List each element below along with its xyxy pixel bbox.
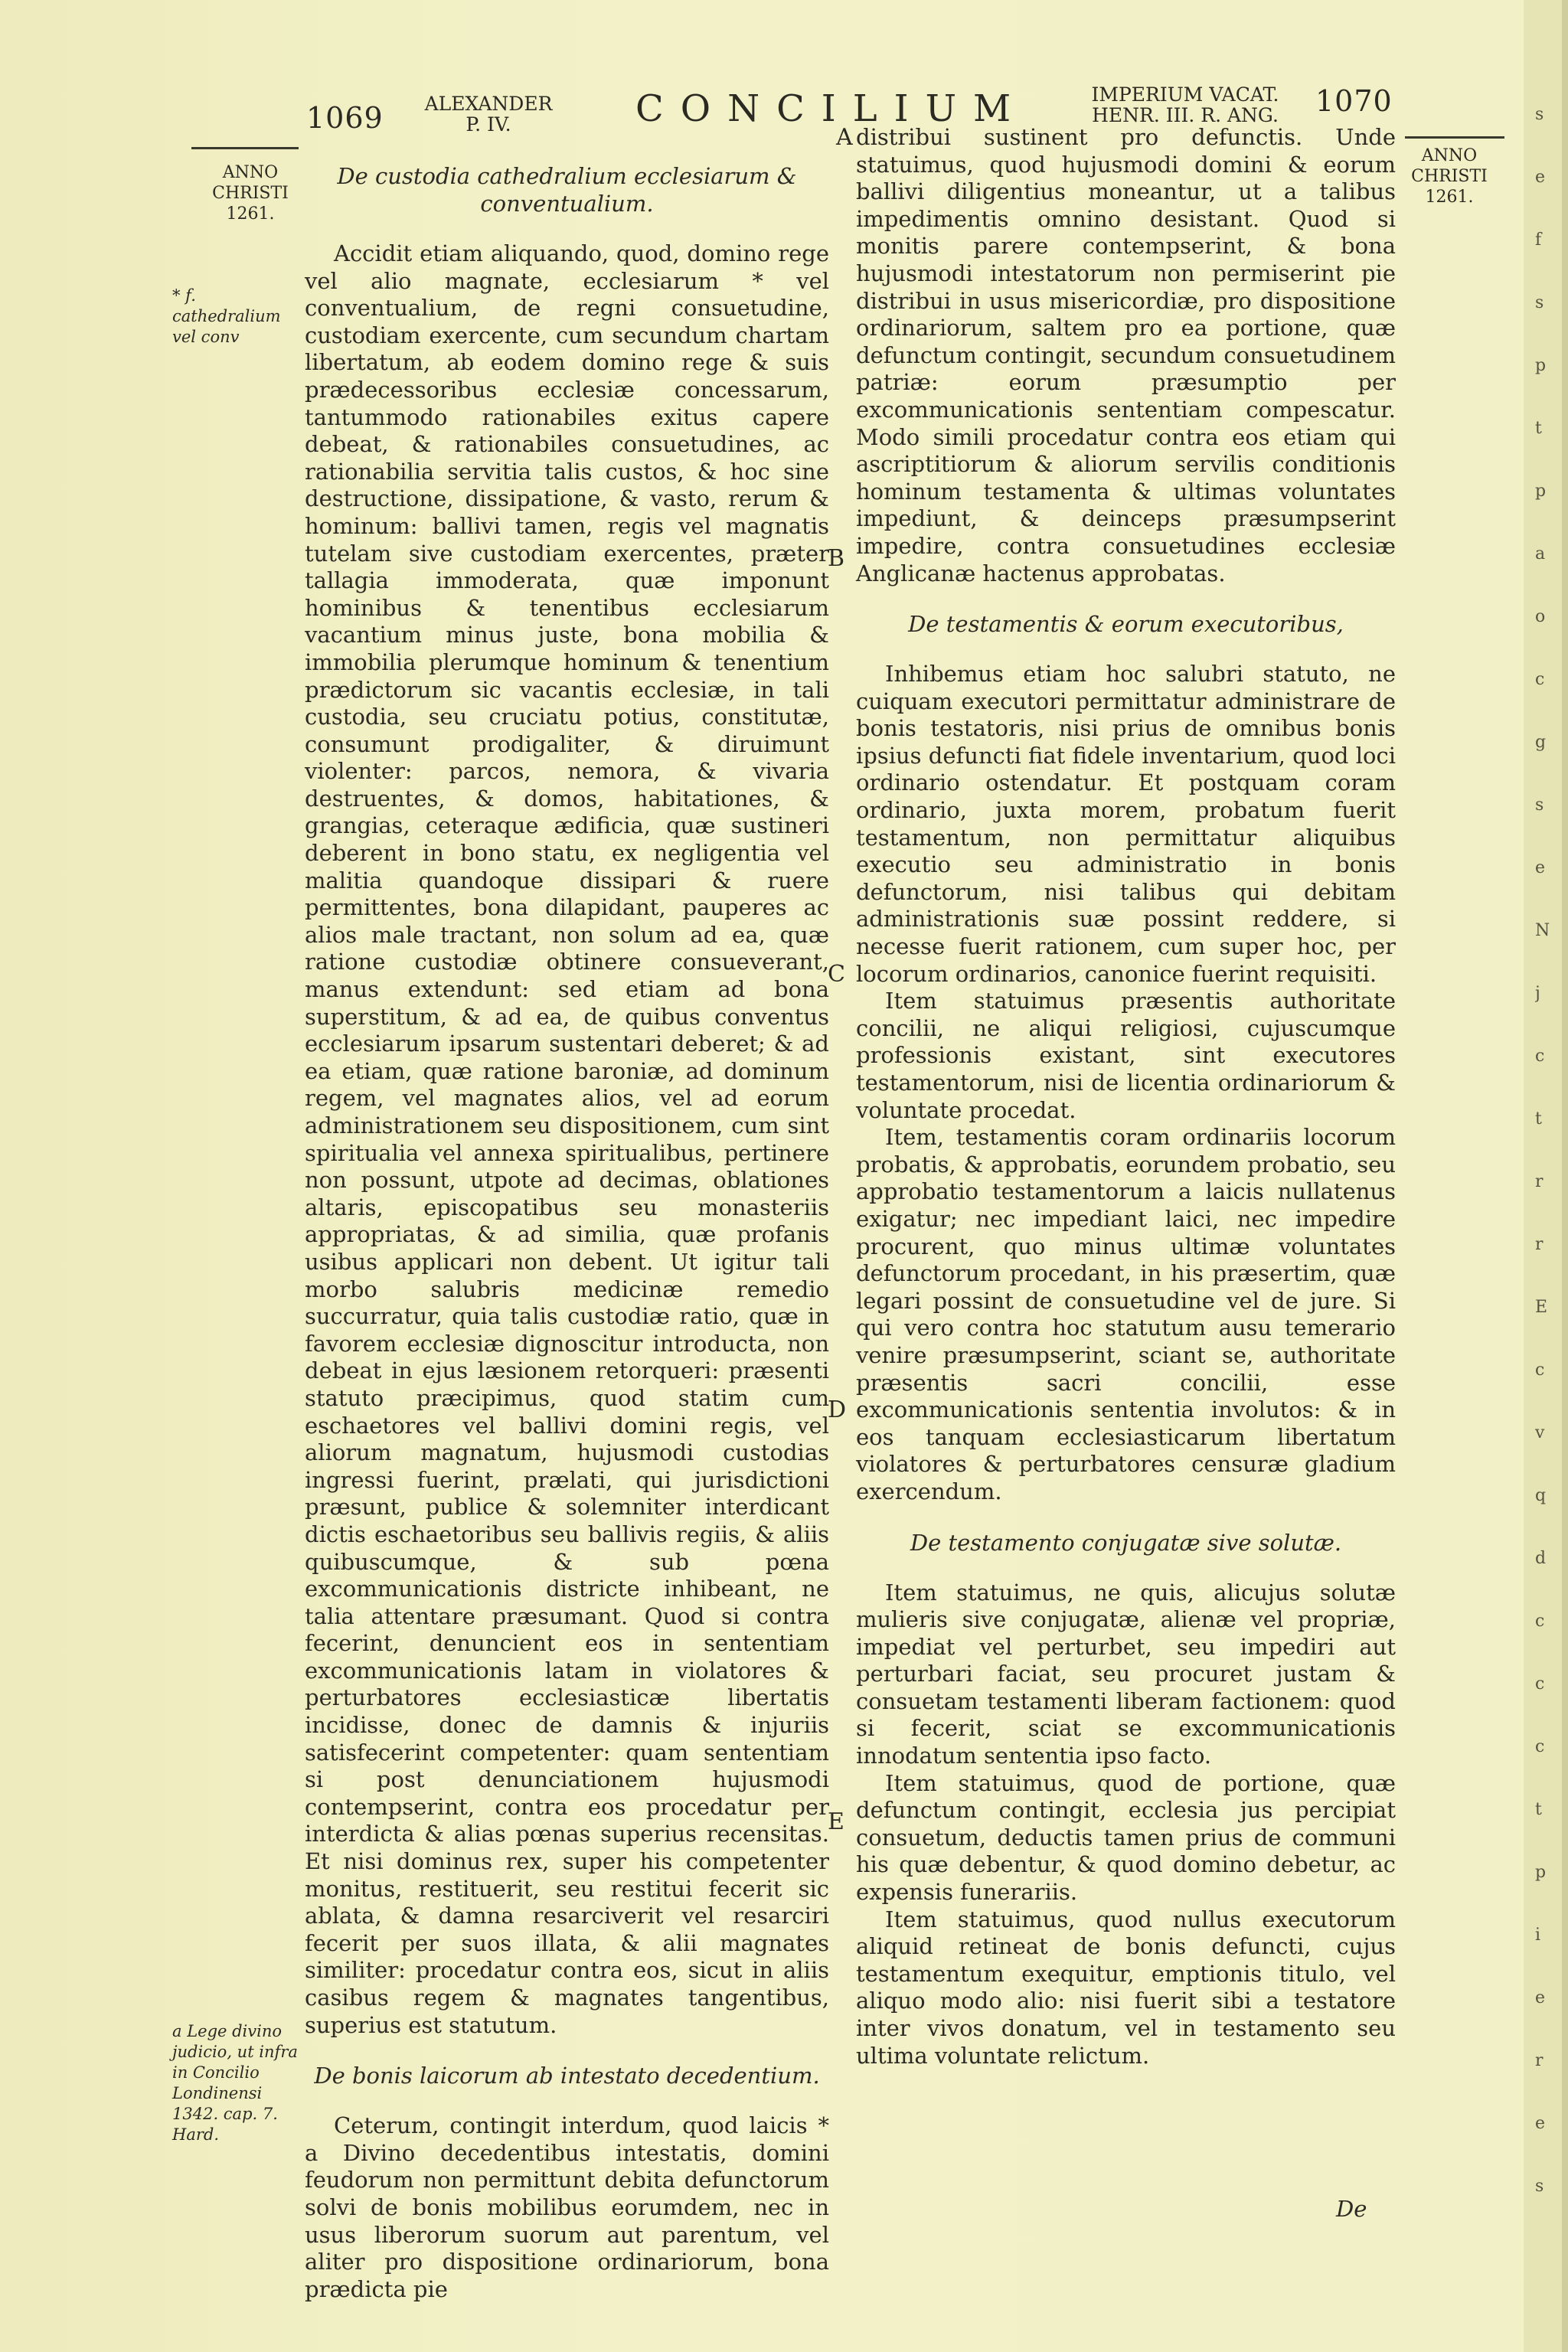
bleed-letter: t (1535, 1800, 1542, 1819)
year-label: 1261. (226, 204, 275, 224)
paragraph: Item statuimus, ne quis, alicujus solutæ mulieris sive conjugatæ, alienæ vel propriæ, impediat vel perturbet, seu impediri aut perturbari faciat, seu procuret justam & consuetam testamenti liberam factionem: quod si fecerit, sciat se excommunicationis innodatum sententia ipso facto. (856, 1579, 1396, 1769)
bleed-letter: d (1535, 1549, 1547, 1568)
marginal-note-lege: a Lege divino judicio, ut infra in Concilio Londinensi 1342. cap. 7. Hard. (172, 2022, 298, 2144)
bleed-letter: o (1535, 607, 1546, 626)
bleed-letter: r (1535, 1235, 1544, 1254)
bleed-letter: f (1535, 230, 1542, 250)
bleed-letter: c (1535, 1047, 1545, 1066)
margin-rule-left (191, 147, 299, 149)
running-head-right-line1: IMPERIUM VACAT. (1091, 83, 1279, 106)
paragraph: Item statuimus præsentis authoritate concilii, ne aliqui religiosi, cujuscumque professionis existant, sint executores testamentorum, nisi de licentia ordinariorum & voluntate procedat. (856, 988, 1396, 1123)
running-head-right-line2: HENR. III. R. ANG. (1092, 104, 1279, 126)
running-title: CONCILIUM (635, 87, 1028, 130)
paragraph: Ceterum, contingit interdum, quod laicis * a Divino decedentibus intestatis, domini feudorum non permittunt debita defunctorum solvi de bonis mobilibus eorumdem, nec in usus liberorum suorum aut parentum, vel aliter pro dispositione ordinariorum, bona prædicta pie (305, 2112, 829, 2302)
section-heading: De custodia cathedralium ecclesiarum & conventualium. (337, 163, 797, 217)
bleed-letter: p (1535, 1863, 1547, 1882)
bleed-letter: v (1535, 1423, 1545, 1442)
bleed-letter: s (1535, 105, 1544, 124)
section-letter-c: C (828, 961, 845, 988)
bleed-letter: s (1535, 293, 1544, 312)
section-heading: De bonis laicorum ab intestato decedentium. (314, 2063, 820, 2089)
anno-christi-left (201, 162, 300, 224)
bleed-letter: s (1535, 2177, 1544, 2196)
bleed-letter: c (1535, 1361, 1545, 1380)
bleed-through-letters (1535, 0, 1562, 2352)
bleed-letter: j (1535, 984, 1540, 1003)
bleed-letter: c (1535, 1674, 1545, 1694)
left-column (305, 162, 829, 2303)
paragraph: distribui sustinent pro defunctis. Unde statuimus, quod hujusmodi domini & eorum ballivi diligentius moneantur, ut a talibus impedimentis omnino desistant. Quod si monitis parere contempserint, & bona hujusmodi intestatorum non permiserint pie distribui in usus misericordiæ, pro dispositione ordinariorum, saltem pro ea portione, quæ defunctum contingit, secundum consuetudinem patriæ: eorum præsumptio per excommunicationis sententiam compescatur. Modo simili procedatur contra eos etiam qui ascriptitiorum & aliorum servilis conditionis hominum testamenta & ultimas voluntates impediunt, & deinceps præsumpserint impedire, contra consuetudines ecclesiæ Anglicanæ hactenus approbatas. (856, 124, 1396, 586)
running-head-left-line2: P. IV. (466, 113, 511, 136)
paragraph: Inhibemus etiam hoc salubri statuto, ne cuiquam executori permittatur administrare de bonis testatoris, nisi prius de omnibus bonis ipsius defuncti fiat fidele inventarium, quod loci ordinario ostendatur. Et postquam coram ordinario, juxta morem, probatum fuerit testamentum, non permittatur aliquibus executio seu administratio in bonis defunctorum, nisi talibus qui debitam administrationis suæ possint reddere, si necesse fuerit rationem, cum super hoc, per locorum ordinarios, canonice fuerint requisiti. (856, 661, 1396, 987)
binding-edge (1562, 0, 1568, 2352)
section-letter-a: A (836, 124, 853, 151)
catchword: De (1336, 2196, 1367, 2222)
bleed-letter: q (1535, 1486, 1547, 1505)
section-heading: De testamentis & eorum executoribus, (908, 611, 1344, 638)
anno-christi-right (1400, 145, 1499, 207)
section-heading: De testamento conjugatæ sive solutæ. (910, 1529, 1342, 1556)
christi-label: CHRISTI (212, 184, 289, 203)
bleed-letter: N (1535, 921, 1550, 940)
paragraph: Item, testamentis coram ordinariis locorum probatis, & approbatis, eorundem probatio, seu approbatio testamentorum a laicis nullatenus exigatur; nec impediant laici, nec impedire procurent, quo minus ultimæ voluntates defunctorum procedant, in his præsertim, quæ legari possint de consuetudine vel de jure. Si qui vero contra hoc statutum ausu temerario venire præsumpserint, sciant se, authoritate præsentis sacri concilii, esse excommunicationis sententia involutos: & in eos tanquam ecclesiasticarum libertatum violatores & perturbatores censuræ gladium exercendum. (856, 1124, 1396, 1504)
bleed-letter: e (1535, 168, 1546, 187)
page-number-left: 1069 (306, 101, 384, 135)
section-letter-b: B (828, 545, 845, 572)
bleed-letter: p (1535, 482, 1547, 501)
bleed-letter: r (1535, 2051, 1544, 2070)
year-label: 1261. (1425, 188, 1474, 207)
bleed-letter: s (1535, 795, 1544, 815)
bleed-letter: E (1535, 1298, 1548, 1317)
anno-label: ANNO (222, 163, 279, 182)
bleed-letter: t (1535, 419, 1542, 438)
bleed-letter: t (1535, 1109, 1542, 1129)
section-letter-e: E (828, 1808, 844, 1835)
page-number-right: 1070 (1315, 84, 1393, 118)
bleed-letter: g (1535, 733, 1547, 752)
anno-label: ANNO (1421, 146, 1478, 165)
paragraph: Accidit etiam aliquando, quod, domino rege vel alio magnate, ecclesiarum * vel conventualium, de regni consuetudine, custodiam exercente, cum secundum chartam libertatum, ab eodem domino rege & suis prædecessoribus ecclesiæ concessarum, tantummodo rationabiles exitus capere debeat, & rationabiles consuetudines, ac rationabilia servitia talis custos, & hoc sine destructione, dissipatione, & vasto, rerum & hominum: ballivi tamen, regis vel magnatis tutelam sive custodiam exercentes, præter tallagia immoderata, quæ imponunt hominibus & tenentibus ecclesiarum vacantium minus juste, bona mobilia & immobilia plerumque hominum & tenentium prædictorum sic vacantis ecclesiæ, in tali custodia, seu cruciatu potius, constitutæ, consumunt prodigaliter, & diruimunt violenter: parcos, nemora, & vivaria destruentes, & domos, habitationes, & grangias, ceteraque ædificia, quæ sustineri deberent in bono statu, ex negligentia vel malitia quandoque dissipari & ruere permittentes, bona dilapidant, pauperes ac alios male tractant, non solum ad ea, quæ ratione custodiæ obtinere consueverant, manus extendunt: sed etiam ad bona superstitum, & ad ea, de quibus conventus ecclesiarum ipsarum sustentari deberet; & ad ea etiam, quæ ratione baroniæ, ad dominum regem, vel magnates alios, vel ad eorum administrationem seu dispositionem, cum sint spiritualia vel annexa spiritualibus, pertinere non possunt, utpote ad decimas, oblationes altaris, episcopatibus seu monasteriis appropriatas, & ad similia, quæ profanis usibus applicari non debent. Ut igitur tali morbo salubris medicinæ remedio succurratur, quia talis custodiæ ratio, quæ in favorem ecclesiæ dignoscitur introducta, non debeat in ejus læsionem retorqueri: præsenti statuto præcipimus, quod statim cum eschaetores vel ballivi domini regis, vel aliorum magnatum, hujusmodi custodias ingressi fuerint, prælati, qui jurisdictioni præsunt, publice & solemniter interdicant dictis eschaetoribus seu ballivis regiis, & aliis quibuscumque, & sub pœna excommunicationis districte inhibeant, ne talia attentare præsumant. Quod si contra fecerint, denuncient eos in sententiam excommunicationis latam in violatores & perturbatores ecclesiasticæ libertatis incidisse, donec de damnis & injuriis satisfecerint competenter: quam sententiam si post denunciationem hujusmodi contempserint, contra eos procedatur per interdicta & alias pœnas superius recensitas. Et nisi dominus rex, super his competenter monitus, restituerit, seu restitui fecerit sic ablata, & damna resarciverit vel resarciri fecerit per suos illata, & alii magnates similiter: procedatur contra eos, sicut in aliis casibus regem & magnates tangentibus, superius est statutum. (305, 240, 829, 2038)
bleed-letter: i (1535, 1926, 1541, 1945)
bleed-letter: e (1535, 858, 1546, 877)
bleed-letter: c (1535, 1612, 1545, 1631)
margin-rule-right (1405, 136, 1504, 139)
paragraph: Item statuimus, quod nullus executorum aliquid retineat de bonis defuncti, cujus testamentum exequitur, emptionis titulo, vel aliquo modo alio: nisi fuerit sibi a testatore inter vivos donatum, vel in testamento seu ultima voluntate relictum. (856, 1906, 1396, 2069)
running-head-left-line1: ALEXANDER (424, 93, 553, 115)
bleed-letter: r (1535, 1172, 1544, 1191)
bleed-letter: p (1535, 356, 1547, 375)
section-letter-d: D (828, 1396, 847, 1423)
running-head-right (1070, 84, 1300, 126)
marginal-note-cathedralium: * f. cathedralium vel conv (172, 286, 281, 346)
bleed-letter: c (1535, 670, 1545, 689)
bleed-letter: a (1535, 544, 1546, 564)
paragraph: Item statuimus, quod de portione, quæ defunctum contingit, ecclesia jus percipiat consuetum, deductis tamen prius de communi his quæ debentur, & quod domino debetur, ac expensis funerariis. (856, 1769, 1396, 1906)
bleed-letter: e (1535, 1988, 1546, 2007)
bleed-letter: c (1535, 1737, 1545, 1756)
bleed-letter: e (1535, 2114, 1546, 2133)
running-head-left (420, 93, 557, 135)
right-column (856, 124, 1396, 2069)
christi-label: CHRISTI (1411, 167, 1488, 186)
